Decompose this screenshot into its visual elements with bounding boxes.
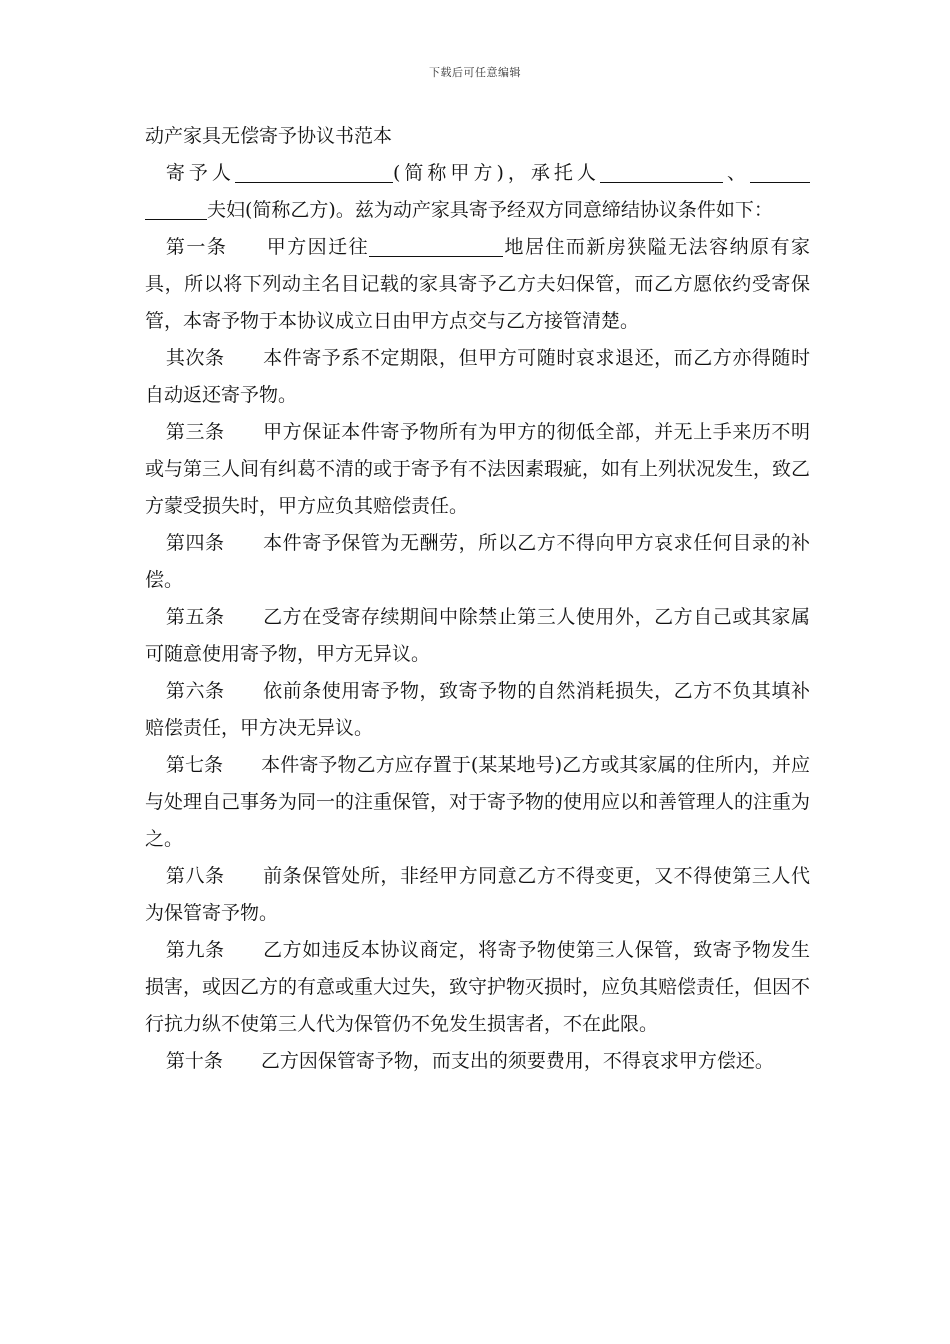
document-title: 动产家具无偿寄予协议书范本 (145, 125, 393, 147)
intro-paragraph (145, 155, 810, 229)
article-8 (145, 858, 810, 932)
document-body (145, 118, 810, 1080)
article-7 (145, 747, 810, 858)
article-10-heading: 第十条 (165, 1050, 223, 1072)
party-b-suffix: 夫妇(简称乙方)。兹为动产家具寄予经双方同意缔结协议条件如下： (207, 199, 773, 221)
party-b-wife-blank[interactable] (750, 162, 810, 183)
party-b-wife-blank-continued[interactable] (145, 199, 207, 220)
article-4 (145, 525, 810, 599)
article-2-heading: 其次条 (165, 347, 225, 369)
party-a-name-blank[interactable] (235, 162, 393, 183)
party-b-husband-blank[interactable] (600, 162, 723, 183)
article-10-text: 乙方因保管寄予物，而支出的须要费用，不得哀求甲方偿还。 (260, 1050, 774, 1072)
article-9-text: 乙方如违反本协议商定，将寄予物使第三人保管，致寄予物发生损害，或因乙方的有意或重大过失，致守护物灭损时，应负其赔偿责任，但因不行抗力纵不使第三人代为保管仍不免发生损害者，不在此限。 (145, 939, 811, 1035)
article-3-heading: 第三条 (165, 421, 225, 443)
article-5 (145, 599, 810, 673)
article-6 (145, 673, 810, 747)
article-3-text: 甲方保证本件寄予物所有为甲方的彻低全部，并无上手来历不明或与第三人间有纠葛不清的或于寄予有不法因素瑕疵，如有上列状况发生，致乙方蒙受损失时，甲方应负其赔偿责任。 (145, 421, 811, 517)
article-4-text: 本件寄予保管为无酬劳，所以乙方不得向甲方哀求任何目录的补偿。 (145, 532, 810, 591)
article-9 (145, 932, 810, 1043)
article-9-heading: 第九条 (165, 939, 225, 961)
article-7-heading: 第七条 (165, 754, 224, 776)
article-6-heading: 第六条 (165, 680, 225, 702)
article-6-text: 依前条使用寄予物，致寄予物的自然消耗损失，乙方不负其填补赔偿责任，甲方决无异议。 (145, 680, 810, 739)
article-7-text: 本件寄予物乙方应存置于(某某地号)乙方或其家属的住所内，并应与处理自己事务为同一的注重保管，对于寄予物的使用应以和善管理人的注重为之。 (145, 754, 811, 850)
destination-blank[interactable] (369, 236, 503, 257)
article-8-text: 前条保管处所，非经甲方同意乙方不得变更，又不得使第三人代为保管寄予物。 (145, 865, 810, 924)
article-10 (145, 1043, 810, 1080)
intro-separator: 、 (722, 162, 750, 184)
article-1-heading: 第一条 (165, 236, 228, 258)
article-8-heading: 第八条 (165, 865, 225, 887)
article-5-heading: 第五条 (165, 606, 225, 628)
article-5-text: 乙方在受寄存续期间中除禁止第三人使用外，乙方自己或其家属可随意使用寄予物，甲方无异议。 (145, 606, 810, 665)
page-header-note: 下载后可任意编辑 (429, 66, 521, 79)
article-4-heading: 第四条 (165, 532, 225, 554)
article-1-text-before: 甲方因迁往 (265, 236, 370, 258)
article-1 (145, 229, 810, 340)
article-2 (145, 340, 810, 414)
article-3 (145, 414, 810, 525)
article-2-text: 本件寄予系不定期限，但甲方可随时哀求退还，而乙方亦得随时自动返还寄予物。 (145, 347, 810, 406)
party-a-label: 寄予人 (165, 162, 235, 184)
article-1-text-after: 地居住而新房狭隘无法容纳原有家具，所以将下列动主名目记载的家具寄予乙方夫妇保管，而乙方愿依约受寄保管，本寄予物于本协议成立日由甲方点交与乙方接管清楚。 (145, 236, 810, 332)
party-a-suffix: (简称甲方)，承托人 (392, 162, 600, 184)
